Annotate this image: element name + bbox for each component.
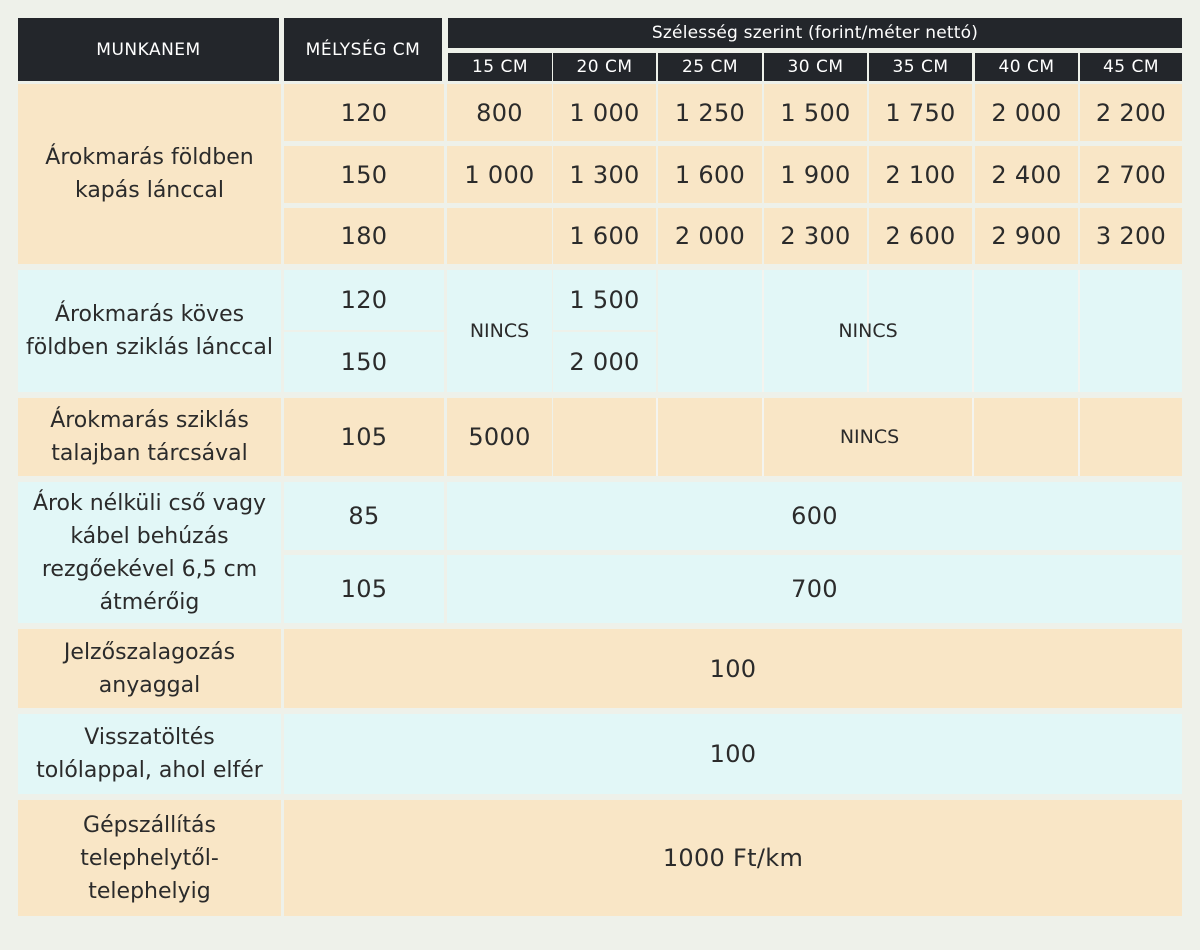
trenchless-105-value: 700: [447, 555, 1182, 623]
soil-150-w35: 2 100: [869, 146, 972, 203]
backfill-value: 100: [284, 714, 1182, 794]
header-width-25: 25 CM: [658, 53, 762, 81]
soil-180-w45: 3 200: [1080, 208, 1182, 264]
soil-120-w45: 2 200: [1080, 84, 1182, 141]
soil-depth-180: 180: [284, 208, 444, 264]
header-width-45: 45 CM: [1080, 53, 1182, 81]
soil-120-w30: 1 500: [764, 84, 867, 141]
rock-105-w15: 5000: [447, 398, 552, 476]
soil-150-w30: 1 900: [764, 146, 867, 203]
soil-180-w40: 2 900: [975, 208, 1078, 264]
stony-nincs-left: NINCS: [447, 270, 552, 392]
soil-120-w40: 2 000: [975, 84, 1078, 141]
stony-nincs-right: NINCS: [838, 320, 898, 342]
header-width-20: 20 CM: [553, 53, 656, 81]
tape-value: 100: [284, 629, 1182, 708]
soil-150-w45: 2 700: [1080, 146, 1182, 203]
row-rock-label: Árokmarás sziklás talajban tárcsával: [18, 398, 281, 476]
stony-150-w20: 2 000: [553, 332, 656, 392]
row-backfill-label: Visszatöltés tolólappal, ahol elfér: [18, 714, 281, 794]
row-stony-label: Árokmarás köves földben sziklás lánccal: [18, 270, 281, 392]
soil-180-w25: 2 000: [658, 208, 762, 264]
row-transport-label: Gépszállítás telephelytől-telephelyig: [18, 800, 281, 916]
header-width-30: 30 CM: [764, 53, 867, 81]
header-depth: MÉLYSÉG CM: [284, 18, 442, 81]
header-width-15: 15 CM: [448, 53, 552, 81]
row-tape-label: Jelzőszalagozás anyaggal: [18, 629, 281, 708]
stony-depth-120: 120: [284, 270, 444, 330]
soil-120-w15: 800: [447, 84, 552, 141]
soil-120-w25: 1 250: [658, 84, 762, 141]
header-width-40: 40 CM: [975, 53, 1078, 81]
soil-180-w20: 1 600: [553, 208, 656, 264]
soil-depth-120: 120: [284, 84, 444, 141]
header-width-35: 35 CM: [869, 53, 972, 81]
row-soil-label: Árokmarás földben kapás lánccal: [18, 84, 281, 264]
soil-150-w20: 1 300: [553, 146, 656, 203]
transport-value: 1000 Ft/km: [284, 800, 1182, 916]
soil-120-w35: 1 750: [869, 84, 972, 141]
rock-depth-105: 105: [284, 398, 444, 476]
soil-150-w25: 1 600: [658, 146, 762, 203]
trenchless-depth-85: 85: [284, 482, 444, 550]
soil-120-w20: 1 000: [553, 84, 656, 141]
trenchless-85-value: 600: [447, 482, 1182, 550]
soil-180-w15: [447, 208, 552, 264]
soil-150-w15: 1 000: [447, 146, 552, 203]
row-trenchless-label: Árok nélküli cső vagy kábel behúzás rezgőekével 6,5 cm átmérőig: [18, 482, 281, 623]
soil-180-w30: 2 300: [764, 208, 867, 264]
soil-150-w40: 2 400: [975, 146, 1078, 203]
header-width-group: Szélesség szerint (forint/méter nettó): [448, 18, 1182, 48]
rock-nincs: NINCS: [839, 426, 900, 448]
stony-120-w20: 1 500: [553, 270, 656, 330]
stony-depth-150: 150: [284, 332, 444, 392]
soil-180-w35: 2 600: [869, 208, 972, 264]
trenchless-depth-105: 105: [284, 555, 444, 623]
soil-depth-150: 150: [284, 146, 444, 203]
header-work: MUNKANEM: [18, 18, 279, 81]
